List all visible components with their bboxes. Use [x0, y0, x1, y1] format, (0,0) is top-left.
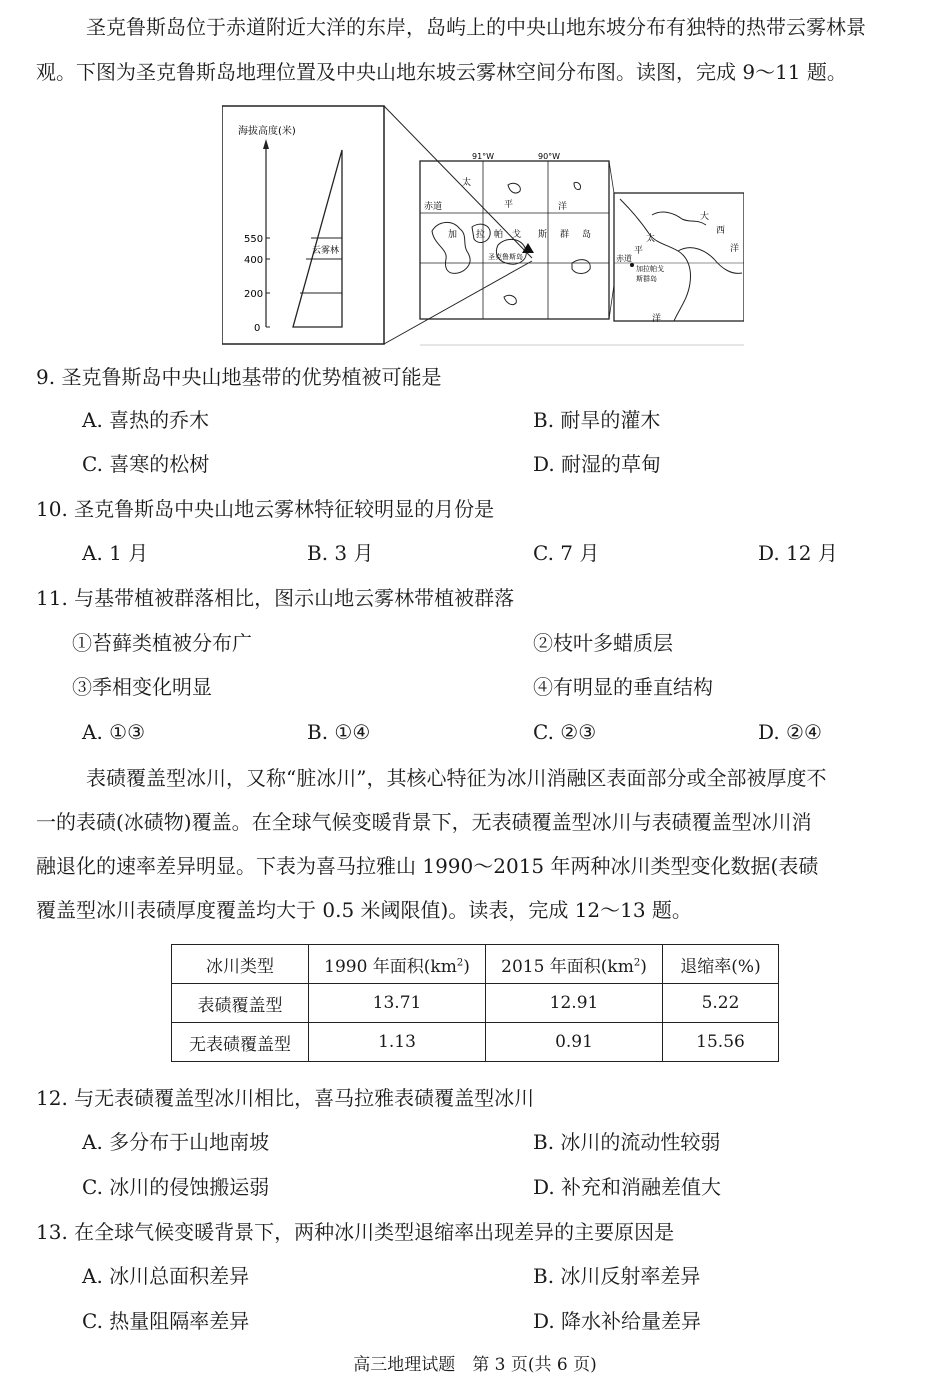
san-cristobal-island — [572, 260, 590, 274]
header-2015: 2015 年面积$(km^2)$ — [486, 945, 663, 984]
cell-type: 表碛覆盖型 — [172, 984, 309, 1023]
inset-connector-top — [609, 161, 614, 193]
intro2-line1: 表碛覆盖型冰川，又称“脏冰川”，其核心特征为冰川消融区表面部分或全部被厚度不 — [86, 766, 827, 790]
q12-option-d[interactable]: D. 补充和消融差值大 — [533, 1175, 722, 1199]
q11-option-a[interactable]: A. ①③ — [82, 720, 146, 744]
q10-option-b[interactable]: B. 3 月 — [307, 541, 374, 565]
map-equator: 赤道 — [424, 202, 443, 212]
inset-map-frame — [614, 193, 744, 321]
table-row — [172, 1023, 779, 1062]
connector-top — [384, 106, 532, 258]
header-rate: 退缩率(%) — [663, 945, 779, 984]
map-ge: 戈 — [512, 230, 522, 240]
q10-option-a[interactable]: A. 1 月 — [82, 541, 149, 565]
map-si: 斯 — [538, 230, 548, 240]
profile-panel-frame — [222, 106, 384, 344]
inset-da: 大 — [700, 212, 710, 222]
inset-galapagos-2: 斯群岛 — [636, 275, 657, 283]
inset-tai: 太 — [646, 234, 656, 244]
islet-south — [504, 295, 516, 304]
lon-91w: 91°W — [472, 152, 495, 161]
q9-option-b[interactable]: B. 耐旱的灌木 — [533, 408, 661, 432]
tick-label-550: 550 — [244, 234, 264, 245]
page-footer: 高三地理试题 第 3 页(共 6 页) — [353, 1355, 597, 1375]
q11-stem: 11. 与基带植被群落相比，图示山地云雾林带植被群落 — [36, 586, 515, 610]
cell-1990: 13.71 — [309, 984, 486, 1023]
map-santa-cruz-label: 圣克鲁斯岛 — [488, 253, 523, 261]
q10-stem: 10. 圣克鲁斯岛中央山地云雾林特征较明显的月份是 — [36, 497, 495, 521]
inset-xi: 西 — [716, 226, 726, 236]
q12-option-c[interactable]: C. 冰川的侵蚀搬运弱 — [82, 1175, 270, 1199]
q9-stem: 9. 圣克鲁斯岛中央山地基带的优势植被可能是 — [36, 365, 442, 389]
inset-ping: 平 — [634, 246, 644, 256]
q11-statement-3: ③季相变化明显 — [72, 675, 212, 699]
q13-option-c[interactable]: C. 热量阻隔率差异 — [82, 1309, 250, 1333]
q9-option-d[interactable]: D. 耐湿的草甸 — [533, 452, 662, 476]
cell-2015: 0.91 — [486, 1023, 663, 1062]
q13-option-b[interactable]: B. 冰川反射率差异 — [533, 1264, 701, 1288]
q9-option-c[interactable]: C. 喜寒的松树 — [82, 452, 210, 476]
header-1990: 1990 年面积$(km^2)$ — [309, 945, 486, 984]
cloud-forest-label: 云雾林 — [312, 246, 340, 256]
table-row — [172, 984, 779, 1023]
header-type: 冰川类型 — [172, 945, 309, 984]
q12-option-a[interactable]: A. 多分布于山地南坡 — [82, 1130, 270, 1154]
cell-rate: 5.22 — [663, 984, 779, 1023]
inset-galapagos-dot — [630, 263, 634, 267]
islet-northeast — [574, 182, 581, 189]
q12-option-b[interactable]: B. 冰川的流动性较弱 — [533, 1130, 721, 1154]
map-yang: 洋 — [558, 202, 568, 212]
lon-90w: 90°W — [538, 152, 561, 161]
q11-option-c[interactable]: C. ②③ — [533, 720, 597, 744]
intro2-line2: 一的表碛(冰碛物)覆盖。在全球气候变暖背景下，无表碛覆盖型冰川与表碛覆盖型冰川消 — [36, 810, 812, 834]
inset-connector-bottom — [609, 285, 614, 319]
map-dao: 岛 — [582, 230, 592, 240]
map-tai: 太 — [462, 178, 472, 188]
tick-label-400: 400 — [244, 255, 264, 266]
q11-option-d[interactable]: D. ②④ — [758, 720, 822, 744]
y-axis-arrow — [263, 139, 269, 149]
intro1-line1: 圣克鲁斯岛位于赤道附近大洋的东岸，岛屿上的中央山地东坡分布有独特的热带云雾林景 — [86, 15, 866, 39]
q11-statement-2: ②枝叶多蜡质层 — [533, 631, 673, 655]
inset-galapagos-1: 加拉帕戈 — [636, 265, 664, 273]
inset-equator-label: 赤道 — [616, 254, 632, 263]
q11-statement-4: ④有明显的垂直结构 — [533, 675, 713, 699]
inset-yang2: 洋 — [730, 244, 740, 254]
map-jia: 加 — [448, 230, 458, 240]
q10-option-c[interactable]: C. 7 月 — [533, 541, 600, 565]
islet-north — [508, 183, 520, 193]
inset-caribbean — [652, 212, 706, 225]
glacier-table — [171, 944, 779, 1062]
map-qun: 群 — [560, 230, 570, 240]
ylabel: 海拔高度(米) — [238, 126, 296, 137]
map-pa: 帕 — [494, 230, 504, 240]
cell-type: 无表碛覆盖型 — [172, 1023, 309, 1062]
q10-option-d[interactable]: D. 12 月 — [758, 541, 838, 565]
cell-2015: 12.91 — [486, 984, 663, 1023]
q9-option-a[interactable]: A. 喜热的乔木 — [82, 408, 210, 432]
intro2-line4: 覆盖型冰川表碛厚度覆盖均大于 0.5 米阈限值)。读表，完成 12～13 题。 — [36, 898, 692, 922]
q13-option-d[interactable]: D. 降水补给量差异 — [533, 1309, 702, 1333]
cloud-forest-figure — [222, 103, 744, 347]
q11-statement-1: ①苔藓类植被分布广 — [72, 631, 252, 655]
q12-stem: 12. 与无表碛覆盖型冰川相比，喜马拉雅表碛覆盖型冰川 — [36, 1086, 535, 1110]
cell-rate: 15.56 — [663, 1023, 779, 1062]
table-header-row — [172, 945, 779, 984]
tick-label-200: 200 — [244, 289, 264, 300]
map-la: 拉 — [476, 230, 486, 240]
q11-option-b[interactable]: B. ①④ — [307, 720, 371, 744]
tick-label-0: 0 — [254, 323, 261, 334]
inset-yang: 洋 — [652, 314, 662, 324]
q13-stem: 13. 在全球气候变暖背景下，两种冰川类型退缩率出现差异的主要原因是 — [36, 1220, 675, 1244]
intro2-line3: 融退化的速率差异明显。下表为喜马拉雅山 1990～2015 年两种冰川类型变化数据(表碛 — [36, 854, 819, 878]
q13-option-a[interactable]: A. 冰川总面积差异 — [82, 1264, 250, 1288]
map-ping: 平 — [504, 200, 514, 210]
intro1-line2: 观。下图为圣克鲁斯岛地理位置及中央山地东坡云雾林空间分布图。读图，完成 9～11 题。 — [36, 60, 847, 84]
cell-1990: 1.13 — [309, 1023, 486, 1062]
